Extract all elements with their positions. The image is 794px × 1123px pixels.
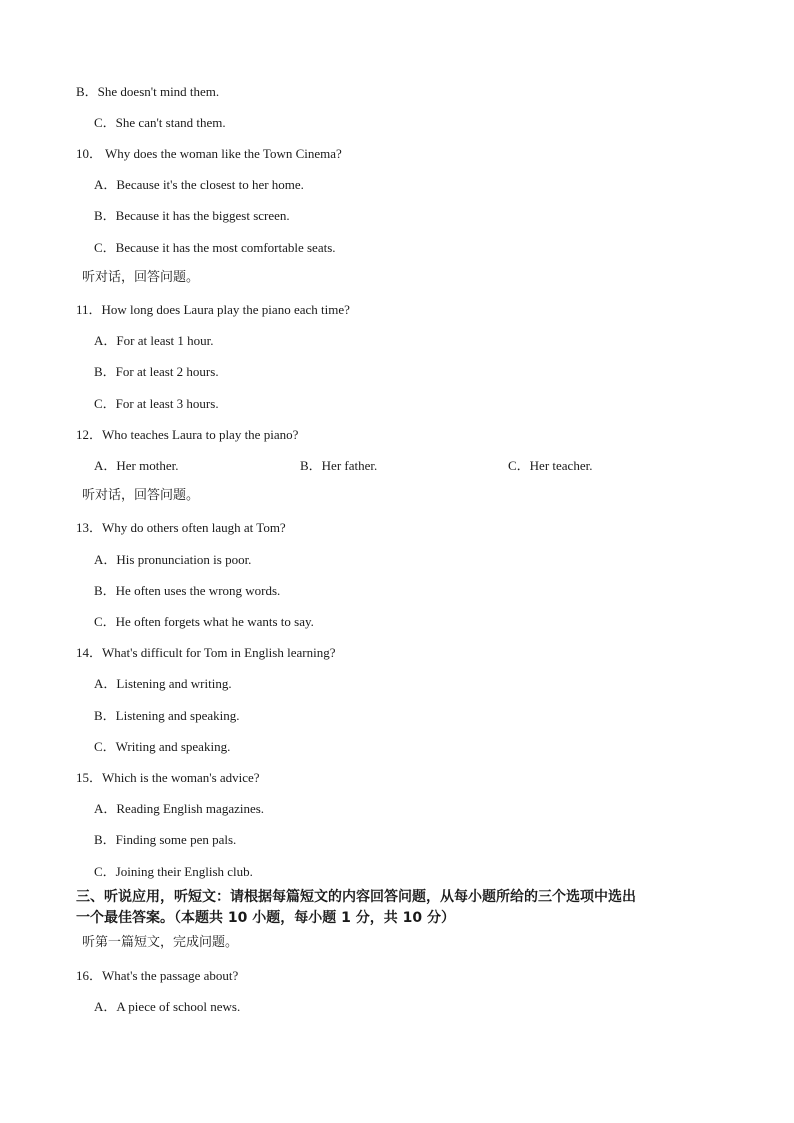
q9-option-c: C．She can't stand them. (94, 115, 226, 130)
q12-option-a: A．Her mother. (94, 458, 179, 473)
question-10: 10． Why does the woman like the Town Cinema? (76, 146, 342, 161)
question-11: 11．How long does Laura play the piano each time? (76, 302, 350, 317)
question-15: 15．Which is the woman's advice? (76, 770, 260, 785)
passage-instruction: 听第一篇短文，完成问题。 (82, 935, 239, 950)
q12-option-b: B．Her father. (300, 458, 378, 473)
q11-option-a: A．For at least 1 hour. (94, 333, 214, 348)
question-14: 14．What's difficult for Tom in English learning? (76, 645, 336, 660)
q15-option-a: A．Reading English magazines. (94, 801, 265, 816)
q14-option-c: C．Writing and speaking. (94, 739, 231, 754)
q13-option-a: A．His pronunciation is poor. (94, 552, 252, 567)
q13-option-b: B．He often uses the wrong words. (94, 583, 281, 598)
q11-option-b: B．For at least 2 hours. (94, 364, 219, 379)
q13-option-c: C．He often forgets what he wants to say. (94, 614, 314, 629)
q11-option-c: C．For at least 3 hours. (94, 396, 219, 411)
q15-option-b: B．Finding some pen pals. (94, 832, 237, 847)
q9-option-b: B．She doesn't mind them. (76, 84, 220, 99)
q10-option-a: A．Because it's the closest to her home. (94, 177, 304, 192)
q10-option-c: C．Because it has the most comfortable seats. (94, 240, 336, 255)
q14-option-b: B．Listening and speaking. (94, 708, 240, 723)
q14-option-a: A．Listening and writing. (94, 676, 232, 691)
question-13: 13．Why do others often laugh at Tom? (76, 520, 286, 535)
section-3-heading-cont: 一个最佳答案。（本题共 10 小题，每小题 1 分，共 10 分） (76, 910, 455, 926)
section-3-heading: 三、听说应用，听短文：请根据每篇短文的内容回答问题，从每小题所给的三个选项中选出 (76, 889, 636, 905)
q15-option-c: C．Joining their English club. (94, 864, 253, 879)
q16-option-a: A．A piece of school news. (94, 999, 241, 1014)
question-12: 12．Who teaches Laura to play the piano? (76, 427, 299, 442)
question-16: 16．What's the passage about? (76, 968, 239, 983)
q12-option-c: C．Her teacher. (508, 458, 593, 473)
section-instruction: 听对话，回答问题。 (82, 270, 200, 285)
section-instruction: 听对话，回答问题。 (82, 488, 200, 503)
q10-option-b: B．Because it has the biggest screen. (94, 208, 290, 223)
